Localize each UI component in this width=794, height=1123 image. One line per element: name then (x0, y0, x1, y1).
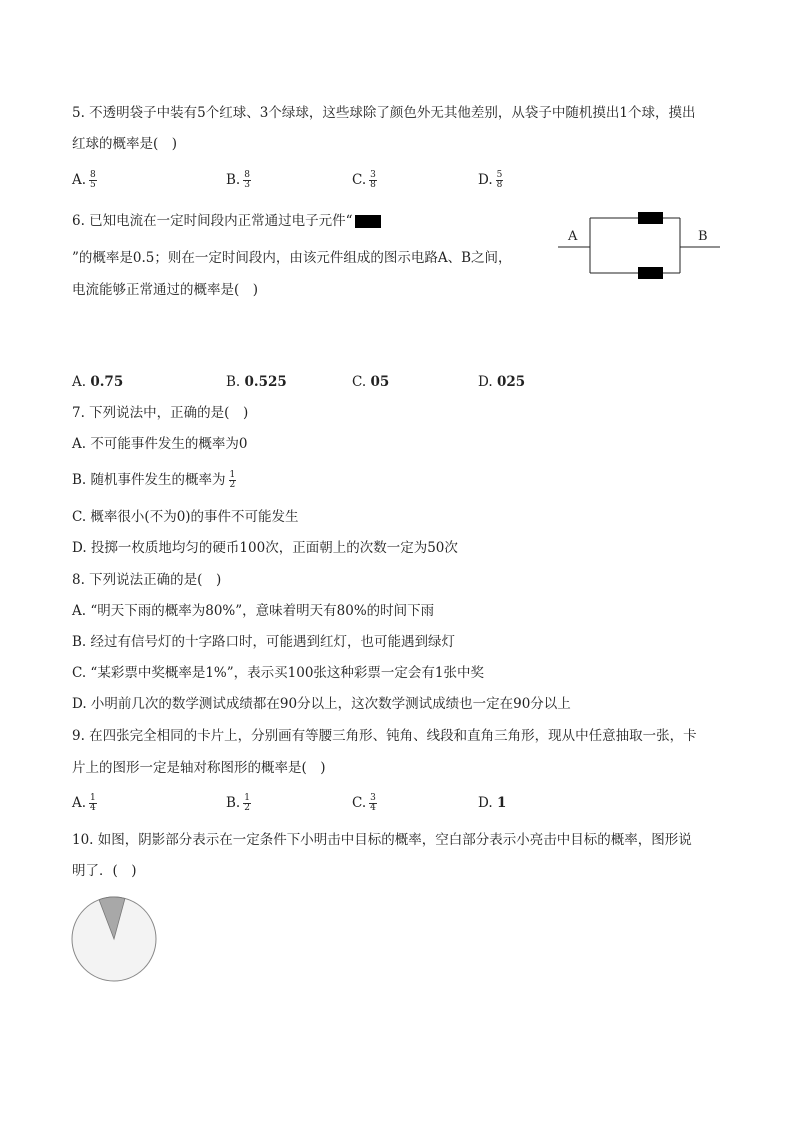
q7-option-d[interactable]: D. 投掷一枚质地均匀的硬币100次，正面朝上的次数一定为50次 (72, 540, 458, 556)
q9-option-b[interactable]: B. $\frac{1}{2}$ (226, 793, 250, 813)
q9-option-a[interactable]: A. $\frac{1}{4}$ (72, 793, 96, 813)
q9-stem-line1: 9. 在四张完全相同的卡片上，分别画有等腰三角形、钝角、线段和直角三角形，现从中任意抽取一张，卡 (72, 728, 697, 744)
q8-option-d[interactable]: D. 小明前几次的数学测试成绩都在90分以上，这次数学测试成绩也一定在90分以上 (72, 696, 571, 712)
q5-option-a[interactable]: A. $\frac{8}{5}$ (72, 170, 96, 190)
q9-option-d[interactable]: D. 1 (478, 795, 507, 811)
q9-option-c[interactable]: C. $\frac{3}{4}$ (352, 793, 376, 813)
q6-option-a[interactable]: A. 0.75 (72, 374, 124, 390)
q6-option-c[interactable]: C. 05 (352, 374, 390, 390)
resistor-bottom (638, 267, 663, 279)
q8-option-b[interactable]: B. 经过有信号灯的十字路口时，可能遇到红灯，也可能遇到绿灯 (72, 634, 456, 650)
q6-option-d[interactable]: D. 025 (478, 374, 526, 390)
q9-stem-line2: 片上的图形一定是轴对称图形的概率是( ) (72, 760, 326, 776)
q7-stem: 7. 下列说法中，正确的是( ) (72, 405, 249, 421)
resistor-element-icon (355, 215, 381, 228)
q8-option-c[interactable]: C. “某彩票中奖概率是1%”，表示买100张这种彩票一定会有1张中奖 (72, 665, 485, 681)
q7-option-a[interactable]: A. 不可能事件发生的概率为0 (72, 436, 248, 452)
q5-stem-line2: 红球的概率是( ) (72, 136, 178, 152)
circuit-label-a: A (568, 229, 578, 244)
pie-figure (70, 895, 158, 983)
q5-option-d[interactable]: D. $\frac{5}{8}$ (478, 170, 503, 190)
q8-option-a[interactable]: A. “明天下雨的概率为80%”，意味着明天有80%的时间下雨 (72, 603, 435, 619)
parallel-circuit-diagram (550, 205, 730, 285)
q5-option-b[interactable]: B. $\frac{8}{3}$ (226, 170, 250, 190)
q6-stem-line1: 6. 已知电流在一定时间段内正常通过电子元件“ (72, 211, 381, 231)
q7-option-c[interactable]: C. 概率很小(不为0)的事件不可能发生 (72, 509, 299, 525)
q8-stem: 8. 下列说法正确的是( ) (72, 572, 222, 588)
q6-stem-line2: ”的概率是0.5；则在一定时间段内，由该元件组成的图示电路A、B之间， (72, 250, 512, 266)
q7-option-b[interactable]: B. 随机事件发生的概率为 $\frac{1}{2}$ (72, 470, 236, 490)
q5-stem-line1: 5. 不透明袋子中装有5个红球、3个绿球，这些球除了颜色外无其他差别，从袋子中随机摸出1个球，摸出 (72, 105, 696, 121)
resistor-top (638, 212, 663, 224)
q10-stem-line1: 10. 如图，阴影部分表示在一定条件下小明击中目标的概率，空白部分表示小亮击中目标的概率，图形说 (72, 832, 692, 848)
q6-stem-line3: 电流能够正常通过的概率是( ) (72, 282, 259, 298)
q5-option-c[interactable]: C. $\frac{3}{8}$ (352, 170, 376, 190)
q10-stem-line2: 明了．( ) (72, 863, 137, 879)
q6-option-b[interactable]: B. 0.525 (226, 374, 287, 390)
circuit-label-b: B (698, 229, 708, 244)
